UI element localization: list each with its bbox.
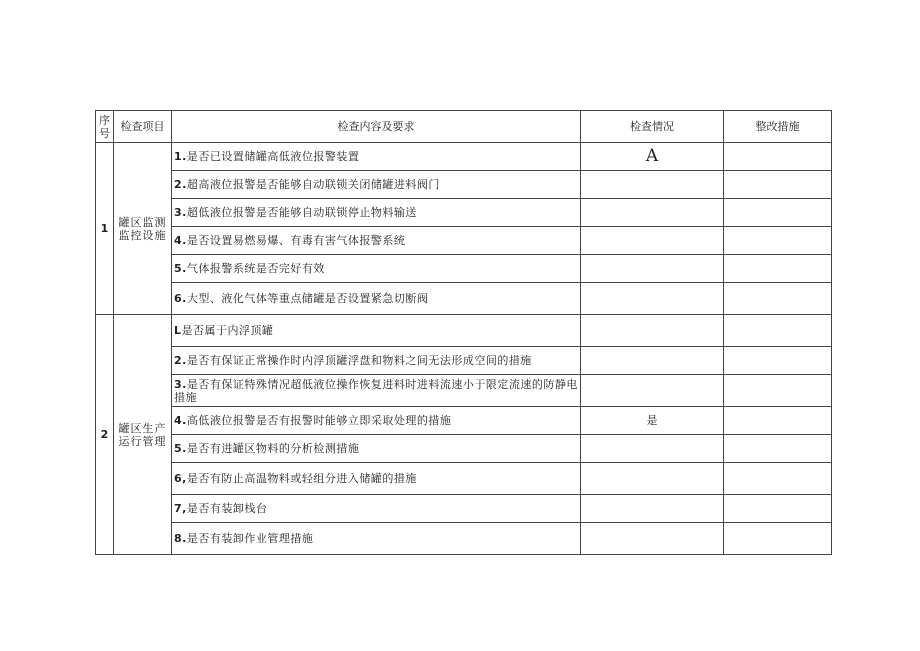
item-text: 超低液位报警是否能够自动联锁停止物料输送 (186, 206, 417, 219)
check-status[interactable] (581, 227, 724, 255)
item-number: 8. (174, 532, 187, 545)
check-content (172, 143, 581, 171)
item-number: 4. (174, 414, 187, 427)
table-row (96, 435, 832, 463)
header-row (96, 111, 832, 143)
item-number: 4. (174, 234, 187, 247)
check-status[interactable] (581, 255, 724, 283)
check-content (172, 407, 581, 435)
item-number: 7, (174, 502, 187, 515)
group-item: 罐区监测监控设施 (114, 143, 172, 315)
table-row (96, 407, 832, 435)
check-content (172, 315, 581, 347)
fix-measure[interactable] (724, 347, 832, 375)
check-status[interactable] (581, 463, 724, 495)
item-text: 超高液位报警是否能够自动联锁关闭储罐进料阀门 (186, 178, 440, 191)
table-row (96, 495, 832, 523)
fix-measure[interactable] (724, 171, 832, 199)
item-number: 5. (174, 262, 187, 275)
item-text: 是否有装卸栈台 (186, 502, 268, 515)
item-text: 是否有保证特殊情况超低液位操作恢复进料时进料流速小于限定流速的防静电措施 (174, 377, 578, 404)
check-content (172, 523, 581, 555)
table-row (96, 347, 832, 375)
fix-measure[interactable] (724, 255, 832, 283)
header-seq: 序号 (96, 111, 114, 143)
item-text: 大型、液化气体等重点储罐是否设置紧急切断阀 (186, 292, 429, 305)
item-text: 是否属于内浮顶罐 (181, 324, 274, 337)
table-row (96, 227, 832, 255)
item-text: 气体报警系统是否完好有效 (186, 262, 325, 275)
item-number: 5. (174, 442, 187, 455)
item-number: 6, (174, 472, 187, 485)
check-content (172, 199, 581, 227)
fix-measure[interactable] (724, 283, 832, 315)
check-status[interactable]: A (581, 143, 724, 171)
table-row (96, 463, 832, 495)
table-row (96, 171, 832, 199)
header-status: 检查情况 (581, 111, 724, 143)
check-content (172, 347, 581, 375)
item-text: 是否已设置储罐高低液位报警装置 (186, 150, 360, 163)
inspection-table (95, 110, 832, 555)
item-text: 高低液位报警是否有报警时能够立即采取处理的措施 (186, 414, 452, 427)
table-row (96, 283, 832, 315)
header-item: 检查项目 (114, 111, 172, 143)
check-status[interactable] (581, 347, 724, 375)
check-status[interactable] (581, 435, 724, 463)
item-number: 3. (174, 377, 187, 391)
header-content: 检查内容及要求 (172, 111, 581, 143)
item-number: 2. (174, 354, 187, 367)
fix-measure[interactable] (724, 227, 832, 255)
check-status[interactable] (581, 283, 724, 315)
item-text: 是否有保证正常操作时内浮顶罐浮盘和物料之间无法形成空间的措施 (186, 354, 532, 367)
group-item: 罐区生产运行管理 (114, 315, 172, 555)
table-row (96, 199, 832, 227)
check-status[interactable] (581, 523, 724, 555)
table-row (96, 523, 832, 555)
item-text: 是否有进罐区物料的分析检测措施 (186, 442, 360, 455)
fix-measure[interactable] (724, 463, 832, 495)
table-row (96, 143, 832, 171)
check-content (172, 375, 581, 407)
table-row (96, 375, 832, 407)
table-row (96, 315, 832, 347)
check-content (172, 227, 581, 255)
check-content (172, 463, 581, 495)
item-number: 2. (174, 178, 187, 191)
fix-measure[interactable] (724, 523, 832, 555)
check-status[interactable] (581, 375, 724, 407)
group-seq: 2 (96, 315, 114, 555)
item-number: 3. (174, 206, 187, 219)
group-seq: 1 (96, 143, 114, 315)
check-status[interactable] (581, 171, 724, 199)
check-content (172, 171, 581, 199)
fix-measure[interactable] (724, 143, 832, 171)
item-number: 6. (174, 292, 187, 305)
item-text: 是否有防止高温物料或轻组分进入储罐的措施 (186, 472, 417, 485)
table-row (96, 255, 832, 283)
fix-measure[interactable] (724, 199, 832, 227)
check-content (172, 435, 581, 463)
check-content (172, 495, 581, 523)
check-status[interactable]: 是 (581, 407, 724, 435)
check-status[interactable] (581, 495, 724, 523)
item-number: 1. (174, 150, 187, 163)
fix-measure[interactable] (724, 375, 832, 407)
item-text: 是否设置易燃易爆、有毒有害气体报警系统 (186, 234, 406, 247)
check-status[interactable] (581, 315, 724, 347)
fix-measure[interactable] (724, 435, 832, 463)
fix-measure[interactable] (724, 495, 832, 523)
fix-measure[interactable] (724, 315, 832, 347)
check-content (172, 283, 581, 315)
fix-measure[interactable] (724, 407, 832, 435)
header-fix: 整改措施 (724, 111, 832, 143)
check-status[interactable] (581, 199, 724, 227)
item-text: 是否有装卸作业管理措施 (186, 532, 314, 545)
item-number: L (174, 324, 182, 337)
check-content (172, 255, 581, 283)
